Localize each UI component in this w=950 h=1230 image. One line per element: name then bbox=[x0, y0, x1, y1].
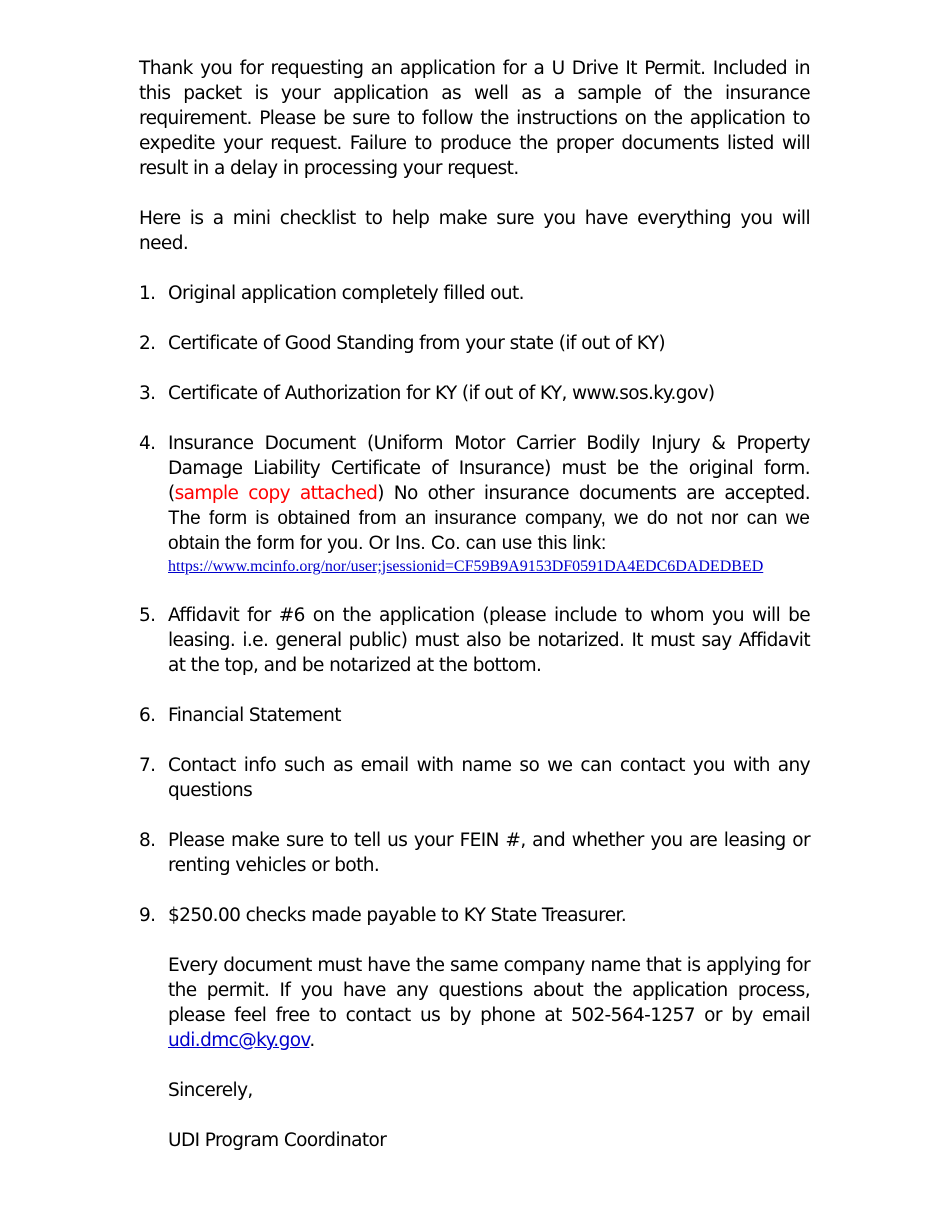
checklist-item-4 bbox=[139, 431, 810, 578]
sample-copy-note: sample copy attached bbox=[174, 483, 378, 504]
checklist-item-9 bbox=[139, 903, 810, 928]
insurance-text-a: Insurance Document (Uniform Motor Carrier Bodily Injury & Property Damage Liability Certificate of Insurance) must be the original form. ( bbox=[168, 433, 810, 504]
item-number: 5. bbox=[139, 605, 156, 626]
mcinfo-link[interactable]: https://www.mcinfo.org/nor/user;jsessionid=CF59B9A9153DF0591DA4EDC6DADEDBED bbox=[168, 558, 764, 575]
item-text bbox=[168, 431, 810, 578]
checklist-item-6 bbox=[139, 703, 810, 728]
item-text: Financial Statement bbox=[168, 705, 341, 726]
intro-paragraph: Thank you for requesting an application for a U Drive It Permit. Included in this packet is your application as well as a sample of the insurance requirement. Please be sure to follow the instructions on the application to expedite your request. Failure to produce the proper documents listed will result in a delay in processing your request. bbox=[139, 58, 810, 179]
item-number: 1. bbox=[139, 283, 156, 304]
item-text: Contact info such as email with name so we can contact you with any questions bbox=[168, 755, 810, 801]
checklist-intro: Here is a mini checklist to help make sure you have everything you will need. bbox=[139, 208, 810, 254]
item-text: $250.00 checks made payable to KY State Treasurer. bbox=[168, 905, 627, 926]
letter-page bbox=[139, 56, 810, 1153]
item-number: 9. bbox=[139, 905, 156, 926]
item-text: Certificate of Authorization for KY (if out of KY, www.sos.ky.gov) bbox=[168, 383, 715, 404]
item-text: Affidavit for #6 on the application (please include to whom you will be leasing. i.e. general public) must also be notarized. It must say Affidavit at the top, and be notarized at the bottom. bbox=[168, 605, 810, 676]
checklist-item-8 bbox=[139, 828, 810, 878]
insurance-text-b: ) No other insurance documents are accepted. bbox=[377, 483, 810, 504]
insurance-text-c: The form is obtained from an insurance company, we do not nor can we obtain the form for you. Or Ins. Co. can use this link: bbox=[168, 508, 810, 554]
sign-off: Sincerely, bbox=[168, 1080, 253, 1101]
item-number: 7. bbox=[139, 755, 156, 776]
item-text: Original application completely filled out. bbox=[168, 283, 524, 304]
checklist-item-3 bbox=[139, 381, 810, 406]
checklist-item-2 bbox=[139, 331, 810, 356]
closing-period: . bbox=[309, 1030, 315, 1051]
item-number: 4. bbox=[139, 433, 156, 454]
checklist-item-1 bbox=[139, 281, 810, 306]
closing-paragraph bbox=[139, 953, 810, 1053]
item-number: 3. bbox=[139, 383, 156, 404]
item-number: 8. bbox=[139, 830, 156, 851]
item-number: 6. bbox=[139, 705, 156, 726]
closing-text: Every document must have the same company name that is applying for the permit. If you have any questions about the application process, please feel free to contact us by phone at 502-564-1257 or by email bbox=[168, 955, 810, 1026]
checklist-item-7 bbox=[139, 753, 810, 803]
item-text: Certificate of Good Standing from your state (if out of KY) bbox=[168, 333, 665, 354]
item-number: 2. bbox=[139, 333, 156, 354]
checklist-item-5 bbox=[139, 603, 810, 678]
item-text: Please make sure to tell us your FEIN #, and whether you are leasing or renting vehicles or both. bbox=[168, 830, 810, 876]
signature: UDI Program Coordinator bbox=[168, 1130, 387, 1151]
email-link[interactable]: udi.dmc@ky.gov bbox=[168, 1030, 310, 1051]
